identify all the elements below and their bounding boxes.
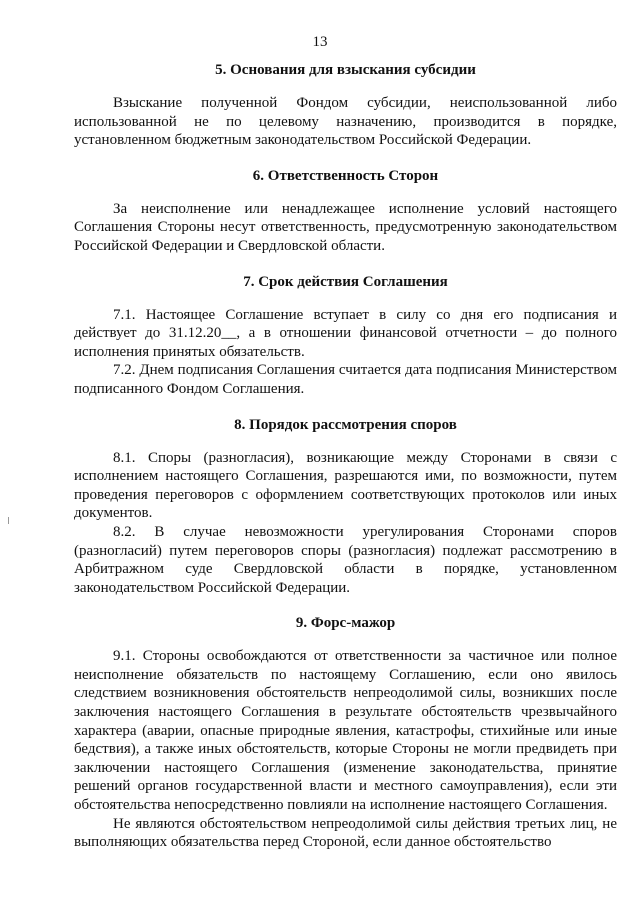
section-7 (74, 272, 617, 399)
section-heading: 5. Основания для взыскания субсидии (215, 62, 476, 78)
section-paragraph: Не являются обстоятельством непреодолимой силы действия третьих лиц, не выполняющих обязательства перед Стороной, если данное обстоятельство (74, 815, 617, 851)
section-heading: 6. Ответственность Сторон (252, 167, 439, 184)
section-paragraph: Взыскание полученной Фондом субсидии, неиспользованной либо использованной не по целевому назначению, производится в порядке, установленном бюджетным законодательством Российской Федерации. (74, 95, 617, 149)
document-body (74, 60, 617, 852)
section-paragraph: 7.1. Настоящее Соглашение вступает в силу со дня его подписания и действует до 31.12.20__, а в отношении финансовой отчетности – до полного исполнения принятых обязательств. (74, 306, 617, 360)
margin-mark (8, 517, 9, 524)
section-9 (74, 613, 617, 852)
section-heading: 8. Порядок рассмотрения споров (234, 416, 457, 433)
page-number: 13 (312, 34, 328, 50)
section-paragraph: 7.2. Днем подписания Соглашения считается дата подписания Министерством подписанного Фондом Соглашения. (74, 362, 617, 397)
section-heading: 7. Срок действия Соглашения (243, 273, 448, 290)
section-paragraph: За неисполнение или ненадлежащее исполнение условий настоящего Соглашения Стороны несут ответственность, предусмотренную законодательством Российской Федерации и Свердловской области. (74, 200, 617, 254)
section-6 (74, 166, 617, 256)
section-heading: 9. Форс-мажор (295, 615, 396, 632)
section-8 (74, 415, 617, 598)
section-paragraph: 8.1. Споры (разногласия), возникающие между Сторонами в связи с исполнением настоящего Соглашения, разрешаются ими, по возможности, путем проведения переговоров с оформлением соответствующих протоколов или иных документов. (74, 449, 617, 522)
section-paragraph: 9.1. Стороны освобождаются от ответственности за частичное или полное неисполнение обязательств по настоящему Соглашению, если оно явилось следствием возникновения обстоятельств непреодолимой силы, возникших после заключения настоящего Соглашения в результате обстоятельств чрезвычайного характера (аварии, опасные природные явления, катастрофы, стихийные или иные бедствия), а также иных обстоятельств, которые Стороны не могли предвидеть при заключении настоящего Соглашения (изменение законодательства, принятие решений органов государственной власти и местного самоуправления), если эти обстоятельства непосредственно повлияли на исполнение настоящего Соглашения. (74, 648, 617, 814)
section-paragraph: 8.2. В случае невозможности урегулирования Сторонами споров (разногласий) путем переговоров споры (разногласия) подлежат рассмотрению в Арбитражном суде Свердловской области в порядке, установленном законодательством Российской Федерации. (74, 523, 617, 596)
section-5 (74, 60, 617, 150)
